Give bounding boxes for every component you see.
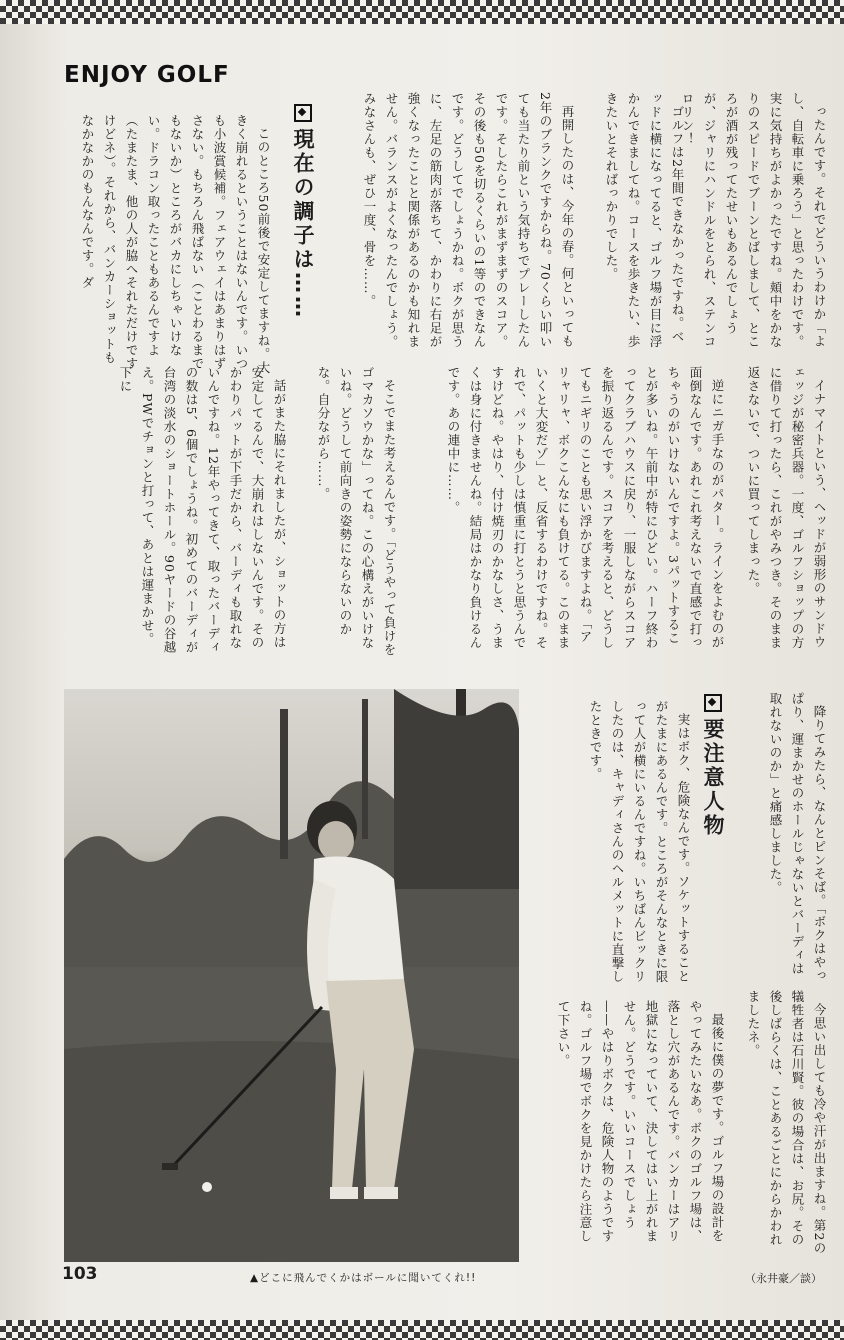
paragraph: 最後に僕の夢です。ゴルフ場の設計をやってみたいなあ。ボクのゴルフ場は、落とし穴があるんです。バンカーはアリ地獄になっていて、決してはい上がれません。どうです。いいコースでしょう——やはりボクは、危険人物のようですね。ゴルフ場でボクを見かけたら注意して下さい。: [556, 1000, 725, 1243]
paragraph: 逆にニガ手なのがパター。ラインをよむのが面倒なんです。あれこれ考えないで直感で打っちゃうのがいけないんですよ。3パットすることが多いね。午前中が特にひどい。ハーフ終わってクラブハウスに戻り、一服しながらスコアを振り返るんです。スコアを考えると、どうしてもニギリのことも思い浮かびますよね。「アリャリャ、ボクこんなにも負けてる。このままいくと大変だゾ」と、反省するわけですね。それで、パットも少しは慎重に打とうと思うんですけどね。やはり、付け焼刃のかなしさ、うまくは身に付きませんね。結局はかなり負けるんです。あの連中に……。: [446, 366, 725, 650]
text-column-7: [292, 366, 400, 656]
text-column-11: [730, 990, 830, 1255]
paragraph: 降りてみたら、なんとピンそば。「ボクはやっぱり、運まかせのホールじゃないとバーディは取れないのか」と痛感しました。: [768, 692, 827, 982]
photo-caption: ▲どこに飛んでくかはボールに聞いてくれ!!: [250, 1272, 477, 1284]
heading-current-condition: [288, 104, 318, 354]
text-column-2: [580, 92, 688, 352]
text-column-3: [330, 92, 578, 352]
text-column-8: [64, 366, 290, 656]
paragraph: このところ50前後で安定してますね。大きく崩れるということはないんです。いつも小波賞候補。フェアウェイはあまりはずさない。もちろん飛ばない（ことわるまでもないか）ところがバカにしちゃいけない。ドラコン取ったこともあるんですよ（たまたま、他の人が脇へそれただけですけどネ）。それから、バンカーショットもなかなかのもんなんです。ダ: [80, 114, 271, 374]
checker-border-top: [0, 0, 844, 24]
text-column-5: [730, 366, 830, 656]
text-column-9: [730, 692, 830, 982]
paragraph: 再開したのは、今年の春。何といっても2年のブランクですからね。70くらい叩いても当たり前という気持ちでプレーしたんです。そしたらこれがまずまずのスコア。その後も50を切るくらいの1等のできなんです。どうしてでしょうかね。ボクが思うに、左足の筋肉が落ちて、かわりに右足が強くなったことと関係があるのかも知れません。バランスがよくなったんでしょう。みなさんも、ぜひ一度、骨を……。: [362, 92, 575, 349]
paragraph: 今思い出しても冷や汗が出ますね。第2の犠牲者は石川賢。彼の場合は、お尻。その後しばらくは、ことあるごとにからかわれましたネ。: [746, 990, 827, 1255]
text-column-12: [534, 1000, 728, 1255]
text-column-1: [680, 92, 830, 352]
text-column-4: [64, 114, 274, 374]
heading-text: 要注意人物: [701, 718, 725, 838]
section-header: ENJOY GOLF: [64, 62, 230, 88]
golfer-illustration: [64, 689, 519, 1262]
paragraph: ったんです。それでどういうわけか「よし、自転車に乗ろう」と思ったわけです。実に気持ちがよかったですね。頬中をかなりのスピードでブーンとばしまして、ところが酒が残ってたせいもあるんでしょうが、ジャリにハンドルをとられ、ステンコロリン！: [680, 92, 827, 349]
heading-text: 現在の調子は……: [291, 128, 315, 320]
paragraph: 話がまた脇にそれましたが、ショットの方は安定してるんで、大崩れはしないんです。そのかわりパットが下手だから、バーディも取れないんですね。12年やってきて、取ったバーディの数は5、6個でしょうね。初めてのバーディが台湾の淡水のショートホール。90ヤードの谷越え。PWでチョンと打って、あとは運まかせ。下に: [118, 366, 287, 654]
golfer-photo: [64, 689, 519, 1262]
paragraph: 実はボク、危険なんです。ソケットすることがたまにあるんです。ところがそんなときに限って人が横にいるんですね。いちばんビックリしたのは、キャディさんのヘルメットに直撃したときです。: [588, 700, 691, 984]
paragraph: ゴルフは2年間できなかったですね。ベッドに横になってると、ゴルフ場が目に浮かんできましてね。コースを歩きたい、歩きたいとそればっかりでした。: [604, 92, 685, 349]
diamond-icon: [704, 694, 722, 712]
checker-border-bottom: [0, 1320, 844, 1340]
author-credit: （永井豪／談）: [745, 1272, 822, 1285]
text-column-6: [402, 366, 728, 656]
paragraph: そこでまた考えるんです。「どうやって負けをゴマカソウかな」ってね。この心構えがいけないね。どうして前向きの姿勢にならないのかな。自分ながら……。: [316, 366, 397, 656]
diamond-icon: [294, 104, 312, 122]
text-column-10: [534, 700, 694, 990]
magazine-page: [0, 24, 844, 1320]
heading-caution-person: [698, 694, 728, 854]
page-number: 103: [62, 1264, 98, 1284]
paragraph: イナマイトという、ヘッドが弱形のサンドウェッジが秘密兵器。一度、ゴルフショップの方に借りて打ったら、これがやみつき。そのまま返さないで、ついに買ってしまった。: [746, 366, 827, 650]
